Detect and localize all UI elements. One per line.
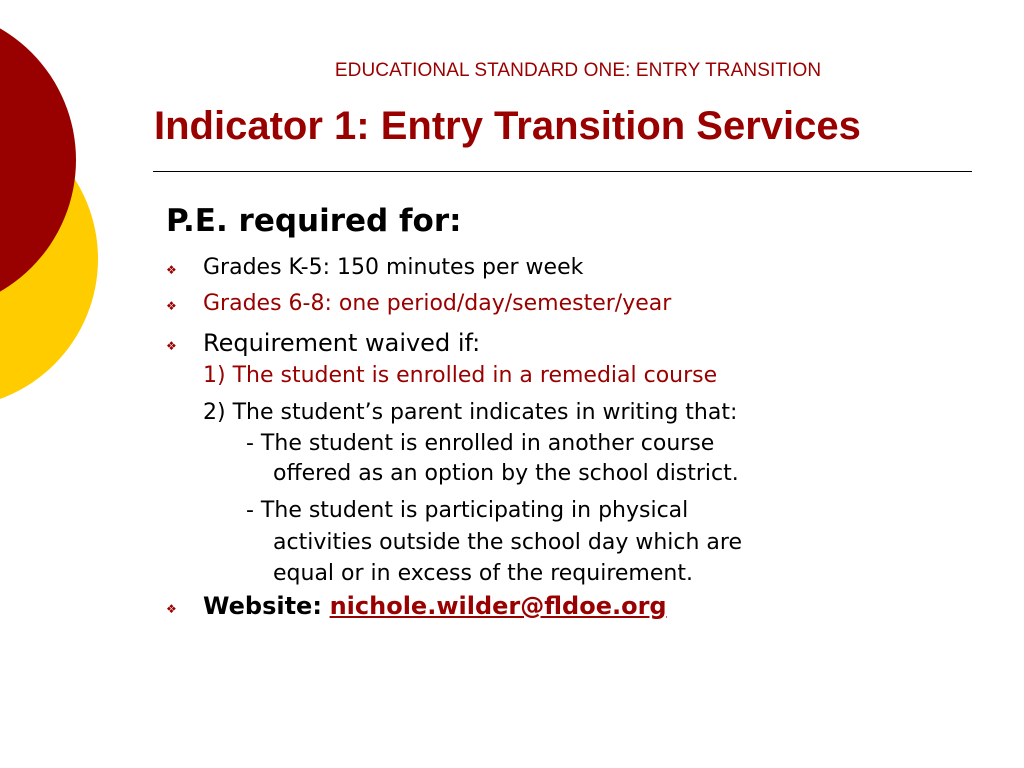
waiver-sub2-line3: equal or in excess of the requirement. bbox=[273, 561, 693, 586]
website-label: Website: bbox=[203, 592, 322, 620]
diamond-bullet-icon: ❖ bbox=[166, 339, 177, 353]
diamond-bullet-icon: ❖ bbox=[166, 299, 177, 313]
bullet-requirement-waived: Requirement waived if: bbox=[203, 329, 481, 357]
title-divider bbox=[153, 171, 972, 172]
waiver-reason-1: 1) The student is enrolled in a remedial course bbox=[203, 363, 718, 388]
slide-title: Indicator 1: Entry Transition Services bbox=[154, 104, 861, 148]
diamond-bullet-icon: ❖ bbox=[166, 263, 177, 277]
waiver-reason-2: 2) The student’s parent indicates in writing that: bbox=[203, 400, 738, 425]
website-row bbox=[203, 592, 667, 620]
diamond-bullet-icon: ❖ bbox=[166, 602, 177, 616]
bullet-k5: Grades K-5: 150 minutes per week bbox=[203, 255, 584, 280]
waiver-sub1-line1: - The student is enrolled in another course bbox=[246, 431, 715, 456]
waiver-sub2-line2: activities outside the school day which are bbox=[273, 530, 743, 555]
slide-subtitle: EDUCATIONAL STANDARD ONE: ENTRY TRANSITION bbox=[334, 60, 822, 81]
waiver-sub1-line2: offered as an option by the school district. bbox=[273, 461, 739, 486]
bullet-grades-6-8: Grades 6-8: one period/day/semester/year bbox=[203, 291, 672, 316]
section-heading: P.E. required for: bbox=[166, 203, 462, 239]
website-link[interactable]: nichole.wilder@fldoe.org bbox=[329, 592, 667, 620]
waiver-sub2-line1: - The student is participating in physical bbox=[246, 498, 689, 523]
